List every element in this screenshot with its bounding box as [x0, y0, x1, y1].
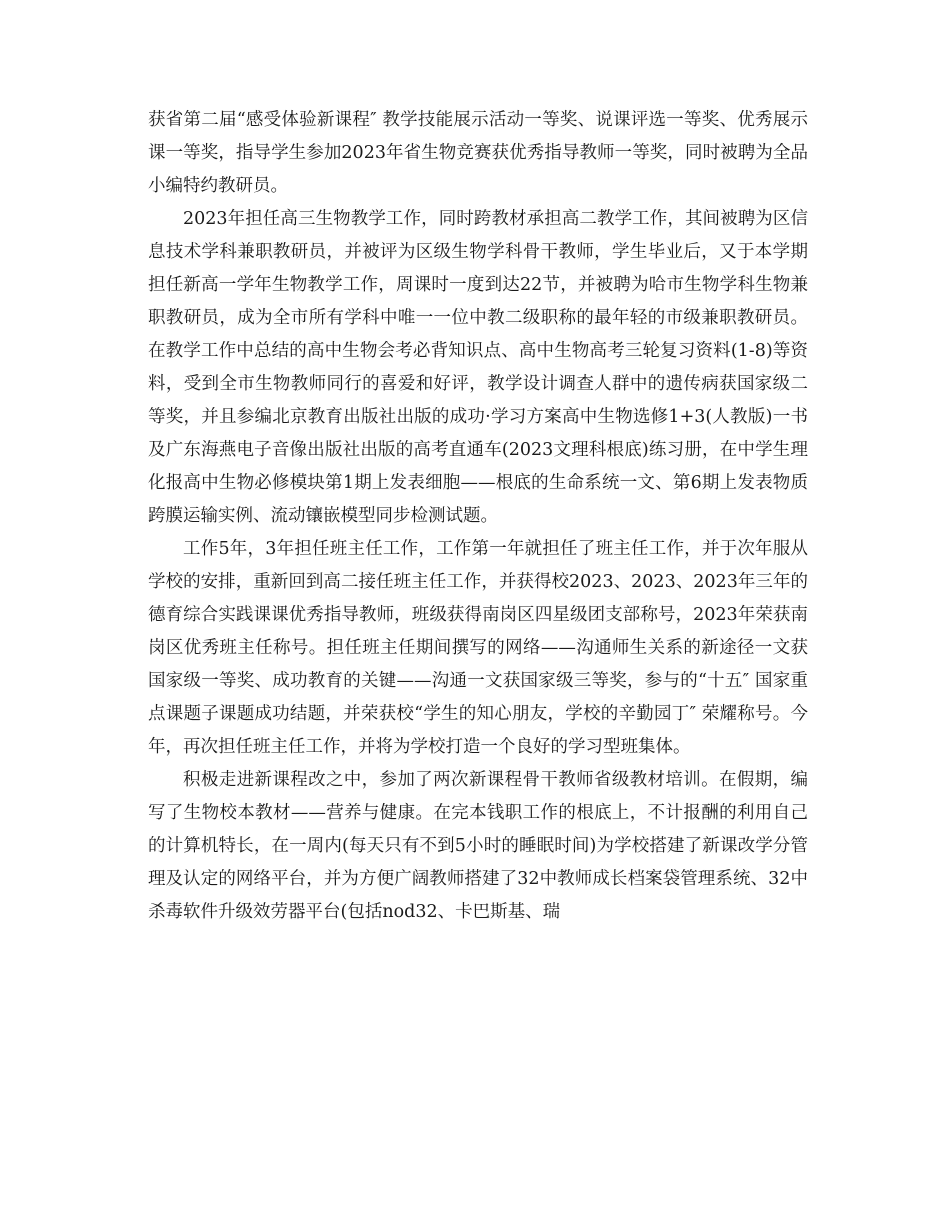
paragraph-teaching-work: 2023年担任高三生物教学工作，同时跨教材承担高二教学工作，其间被聘为区信息技术学科兼职教研员，并被评为区级生物学科骨干教师，学生毕业后，又于本学期担任新高一学年生物教学工作，周课时一度到达22节，并被聘为哈市生物学科生物兼职教研员，成为全市所有学科中唯一一位中教二级职称的最年轻的市级兼职教研员。在教学工作中总结的高中生物会考必背知识点、高中生物高考三轮复习资料(1-8)等资料，受到全市生物教师同行的喜爱和好评，教学设计调查人群中的遗传病获国家级二等奖，并且参编北京教育出版社出版的成功·学习方案高中生物选修1+3(人教版)一书及广东海燕电子音像出版社出版的高考直通车(2023文理科根底)练习册，在中学生理化报高中生物必修模块第1期上发表细胞——根底的生命系统一文、第6期上发表物质跨膜运输实例、流动镶嵌模型同步检测试题。 — [148, 209, 808, 526]
paragraph-awards: 获省第二届“感受体验新课程″ 教学技能展示活动一等奖、说课评选一等奖、优秀展示课一等奖，指导学生参加2023年省生物竞赛获优秀指导教师一等奖，同时被聘为全品小编特约教研员。 — [148, 110, 808, 196]
paragraph-head-teacher: 工作5年，3年担任班主任工作，工作第一年就担任了班主任工作，并于次年服从学校的安排，重新回到高二接任班主任工作，并获得校2023、2023、2023年三年的德育综合实践课课优秀指导教师，班级获得南岗区四星级团支部称号，2023年荣获南岗区优秀班主任称号。担任班主任期间撰写的网络——沟通师生关系的新途径一文获国家级一等奖、成功教育的关键——沟通一文获国家级三等奖，参与的“十五″ 国家重点课题子课题成功结题，并荣获校“学生的知心朋友，学校的辛勤园丁″ 荣耀称号。今年，再次担任班主任工作，并将为学校打造一个良好的学习型班集体。 — [148, 539, 808, 757]
document-body — [148, 104, 808, 929]
paragraph-curriculum-reform: 积极走进新课程改之中，参加了两次新课程骨干教师省级教材培训。在假期，编写了生物校本教材——营养与健康。在完本钱职工作的根底上，不计报酬的利用自己的计算机特长，在一周内(每天只有不到5小时的睡眠时间)为学校搭建了新课改学分管理及认定的网络平台，并为方便广阔教师搭建了32中教师成长档案袋管理系统、32中杀毒软件升级效劳器平台(包括nod32、卡巴斯基、瑞 — [148, 770, 808, 922]
